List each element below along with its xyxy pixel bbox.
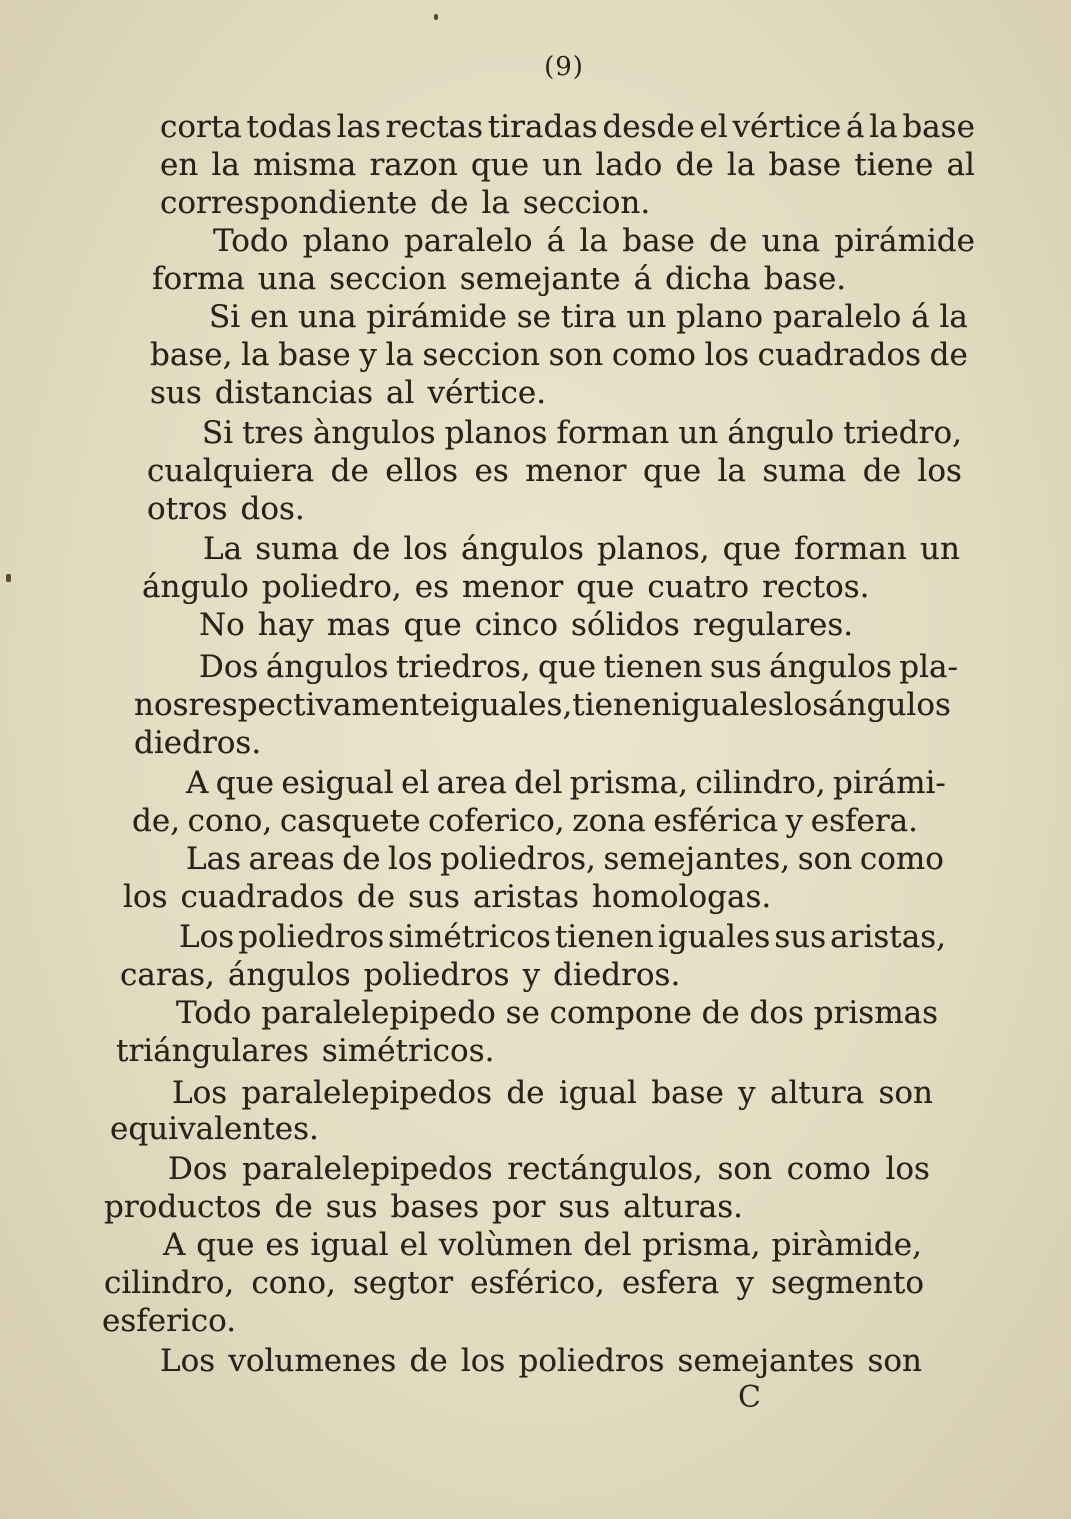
word: sus (408, 879, 460, 915)
text-line (203, 530, 960, 568)
word: Los (160, 1343, 216, 1379)
word: de (709, 223, 748, 259)
word: Los (172, 1075, 228, 1111)
word: ángulo (727, 415, 835, 451)
word: los (704, 337, 750, 373)
word: de (506, 1075, 545, 1111)
word: Todo (176, 995, 252, 1031)
word: dos (749, 995, 804, 1031)
text-line (160, 1342, 922, 1380)
word: igual (310, 1227, 389, 1263)
word: regulares. (692, 607, 854, 643)
text-line (120, 956, 693, 994)
word: como (859, 841, 944, 877)
word: ángulos (461, 531, 584, 567)
word: al (946, 147, 975, 183)
word: de (862, 453, 901, 489)
word: una (298, 299, 357, 335)
word: rectos. (762, 569, 870, 605)
word: una (257, 261, 317, 297)
word: y (522, 957, 541, 993)
word: cono, (251, 1265, 336, 1301)
word: segtor (353, 1265, 454, 1301)
word: area (436, 765, 507, 801)
word: Dos (168, 1151, 228, 1187)
word: triedro, (843, 415, 962, 451)
word: cilindro, (695, 765, 826, 801)
word: vértice. (427, 375, 547, 411)
word: nos (134, 687, 189, 723)
text-line (209, 298, 968, 336)
word: triángulares (116, 1033, 309, 1069)
word: prismas (813, 995, 938, 1031)
word: en (160, 147, 199, 183)
word: base. (763, 261, 847, 297)
word: cono, (187, 803, 273, 839)
word: No (199, 607, 245, 643)
word: alturas. (623, 1189, 744, 1225)
word: A (163, 1227, 186, 1263)
word: ellos (385, 453, 459, 489)
word: pirámi- (833, 765, 946, 801)
word: prisma, (569, 765, 688, 801)
word: el (401, 765, 430, 801)
word: A (186, 765, 209, 801)
word: cilindro, (104, 1265, 235, 1301)
word: Si (209, 299, 241, 335)
word: sus (774, 919, 827, 955)
text-line (199, 648, 958, 686)
word: piràmide, (771, 1227, 922, 1263)
word: forman (556, 415, 670, 451)
word: casquete (279, 803, 421, 839)
word: que (215, 765, 274, 801)
word: de (342, 841, 381, 877)
word: Todo (213, 223, 289, 259)
word: àngulos (312, 415, 436, 451)
word: seccion (422, 337, 541, 373)
word: distancias (214, 375, 374, 411)
word: y (738, 1075, 756, 1111)
text-line (134, 686, 950, 724)
word: hay (257, 607, 314, 643)
word: á (546, 223, 566, 259)
word: la (579, 223, 608, 259)
word: diedros. (134, 725, 262, 761)
word: ángulos (227, 957, 351, 993)
word: tienen (603, 649, 703, 685)
word: segmento (771, 1265, 924, 1301)
word: Dos (199, 649, 259, 685)
word: es (414, 569, 449, 605)
word: plano (302, 223, 390, 259)
word: tiradas (487, 109, 598, 145)
text-line (147, 490, 318, 528)
word: son (717, 1151, 773, 1187)
word: los (388, 841, 433, 877)
word: al (386, 375, 415, 411)
word: bases (390, 1189, 480, 1225)
word: es (474, 453, 509, 489)
word: un (626, 299, 667, 335)
word: pla- (899, 649, 958, 685)
word: que (722, 531, 781, 567)
word: de (409, 1343, 448, 1379)
word: de (430, 185, 469, 221)
word: que (576, 569, 635, 605)
word: de (701, 995, 740, 1031)
text-line (179, 918, 946, 956)
word: igual (558, 1075, 637, 1111)
word: poliedro, (261, 569, 402, 605)
word: rectángulos, (507, 1151, 703, 1187)
text-line (168, 1150, 930, 1188)
word: del (583, 1227, 632, 1263)
word: la (717, 453, 746, 489)
word: homologas. (591, 879, 772, 915)
word: caras, (120, 957, 215, 993)
word: razon (369, 147, 458, 183)
text-line (186, 764, 946, 802)
word: los (403, 531, 448, 567)
word: aristas (472, 879, 579, 915)
word: paralelo (403, 223, 533, 259)
signature-mark: C (738, 1380, 761, 1415)
word: la (481, 185, 510, 221)
word: forma (152, 261, 245, 297)
word: poliedros (363, 957, 510, 993)
word: seccion (329, 261, 447, 297)
word: esigual (281, 765, 394, 801)
word: dos. (240, 491, 305, 527)
word: respectivamente (188, 687, 451, 723)
word: esferico. (102, 1303, 237, 1339)
word: ángulo (142, 569, 249, 605)
word: semejantes (677, 1343, 855, 1379)
word: semejante (459, 261, 621, 297)
word: por (492, 1189, 546, 1225)
text-line (150, 336, 968, 374)
word: cuatro (647, 569, 750, 605)
word: de (675, 147, 714, 183)
word: esfera. (810, 803, 918, 839)
word: iguales (671, 687, 784, 723)
word: base (622, 223, 695, 259)
text-line (132, 802, 918, 840)
word: el (399, 1227, 428, 1263)
word: seccion. (522, 185, 651, 221)
text-line (123, 878, 784, 916)
text-line (152, 260, 859, 298)
text-line (134, 724, 274, 762)
word: tira (560, 299, 617, 335)
word: prisma, (642, 1227, 761, 1263)
word: de (356, 879, 396, 915)
text-line (186, 840, 944, 878)
word: la (869, 109, 898, 145)
word: plano (676, 299, 764, 335)
word: el (699, 109, 728, 145)
word: productos (104, 1189, 262, 1225)
word: esférica (653, 803, 778, 839)
word: de (330, 453, 369, 489)
word: diedros. (553, 957, 681, 993)
word: esférico, (470, 1265, 605, 1301)
text-line (176, 994, 938, 1032)
word: que (538, 649, 597, 685)
word: rectas (385, 109, 484, 145)
word: compone (549, 995, 692, 1031)
word: los (885, 1151, 930, 1187)
word: á (845, 109, 865, 145)
word: una (761, 223, 821, 259)
word: Si (202, 415, 234, 451)
text-line (116, 1032, 507, 1070)
text-line (172, 1074, 933, 1112)
word: otros (147, 491, 228, 527)
word: ángulos (265, 649, 389, 685)
word: cinco (474, 607, 558, 643)
word: que (642, 453, 702, 489)
word: paralelepipedo (261, 995, 496, 1031)
word: simétricos (388, 919, 551, 955)
word: los (460, 1343, 506, 1379)
word: un (678, 415, 719, 451)
word: suma (255, 531, 339, 567)
text-line (102, 1302, 249, 1340)
text-line (104, 1264, 924, 1302)
word: la (211, 147, 240, 183)
word: base (651, 1075, 724, 1111)
word: se (516, 299, 552, 335)
word: de, (132, 803, 181, 839)
ink-speck (434, 14, 438, 20)
word: poliedros (238, 919, 385, 955)
word: La (203, 531, 243, 567)
word: ángulos (769, 649, 892, 685)
word: planos (444, 415, 548, 451)
word: pirámide (834, 223, 975, 259)
word: en (249, 299, 289, 335)
word: paralelo (772, 299, 902, 335)
text-line (147, 452, 962, 490)
word: Las (186, 841, 241, 877)
word: base (278, 337, 351, 373)
word: sus (558, 1189, 611, 1225)
word: tres (242, 415, 304, 451)
word: las (336, 109, 381, 145)
word: es (265, 1227, 300, 1263)
word: zona (572, 803, 646, 839)
word: sus (325, 1189, 378, 1225)
word: areas (248, 841, 335, 877)
word: son (878, 1075, 933, 1111)
text-line (202, 414, 962, 452)
word: menor (461, 569, 564, 605)
word: coferico, (428, 803, 565, 839)
word: á (633, 261, 653, 297)
word: dicha (665, 261, 751, 297)
word: equivalentes. (110, 1111, 319, 1147)
text-line (110, 1110, 332, 1148)
text-line (199, 606, 866, 644)
word: los (123, 879, 168, 915)
word: son (867, 1343, 922, 1379)
word: todas (246, 109, 332, 145)
word: sus (709, 649, 762, 685)
word: y (785, 803, 804, 839)
text-line (163, 1226, 922, 1264)
word: forman (794, 531, 907, 567)
text-line (213, 222, 975, 260)
word: triedros, (395, 649, 531, 685)
word: como (786, 1151, 871, 1187)
text-line (160, 184, 663, 222)
word: un (920, 531, 960, 567)
word: la (385, 337, 414, 373)
word: que (196, 1227, 255, 1263)
word: simétricos. (321, 1033, 495, 1069)
word: á (911, 299, 930, 335)
word: del (514, 765, 563, 801)
word: son (548, 337, 604, 373)
word: paralelepipedos (242, 1151, 493, 1187)
word: los (783, 687, 829, 723)
word: base, (150, 337, 233, 373)
word: poliedros, (440, 841, 596, 877)
word: la (726, 147, 756, 183)
text-line (142, 568, 883, 606)
word: tienen (572, 687, 672, 723)
word: de (352, 531, 391, 567)
word: pirámide (366, 299, 507, 335)
word: misma (253, 147, 357, 183)
word: cuadrados (180, 879, 344, 915)
text-line (160, 146, 975, 184)
word: los (917, 453, 962, 489)
word: se (505, 995, 540, 1031)
word: Los (179, 919, 235, 955)
word: volùmen (438, 1227, 573, 1263)
page-number: (9) (544, 52, 584, 82)
word: de (929, 337, 968, 373)
word: menor (525, 453, 627, 489)
word: cualquiera (147, 453, 315, 489)
word: tiene (854, 147, 934, 183)
word: ángulos (828, 687, 951, 723)
text-line (160, 108, 975, 146)
word: base (768, 147, 842, 183)
word: suma (762, 453, 847, 489)
word: son (797, 841, 853, 877)
word: sus (150, 375, 202, 411)
word: de (274, 1189, 313, 1225)
word: y (736, 1265, 754, 1301)
word: mas (326, 607, 391, 643)
text-line (104, 1188, 756, 1226)
word: y (359, 337, 377, 373)
word: un (542, 147, 583, 183)
word: desde (602, 109, 695, 145)
word: iguales, (450, 687, 573, 723)
word: iguales (657, 919, 771, 955)
word: la (241, 337, 270, 373)
word: correspondiente (160, 185, 418, 221)
word: poliedros (518, 1343, 665, 1379)
word: vértice (732, 109, 842, 145)
text-line (150, 374, 559, 412)
word: esfera (621, 1265, 720, 1301)
word: base (902, 109, 975, 145)
word: cuadrados (757, 337, 922, 373)
word: aristas, (830, 919, 946, 955)
word: volumenes (228, 1343, 397, 1379)
word: que (403, 607, 462, 643)
word: tienen (554, 919, 654, 955)
ink-speck (6, 574, 11, 582)
word: que (470, 147, 530, 183)
word: la (939, 299, 968, 335)
word: corta (160, 109, 242, 145)
word: lado (595, 147, 663, 183)
word: planos, (597, 531, 710, 567)
word: altura (770, 1075, 865, 1111)
word: semejantes, (603, 841, 791, 877)
word: paralelepipedos (241, 1075, 492, 1111)
word: como (611, 337, 696, 373)
word: sólidos (571, 607, 680, 643)
